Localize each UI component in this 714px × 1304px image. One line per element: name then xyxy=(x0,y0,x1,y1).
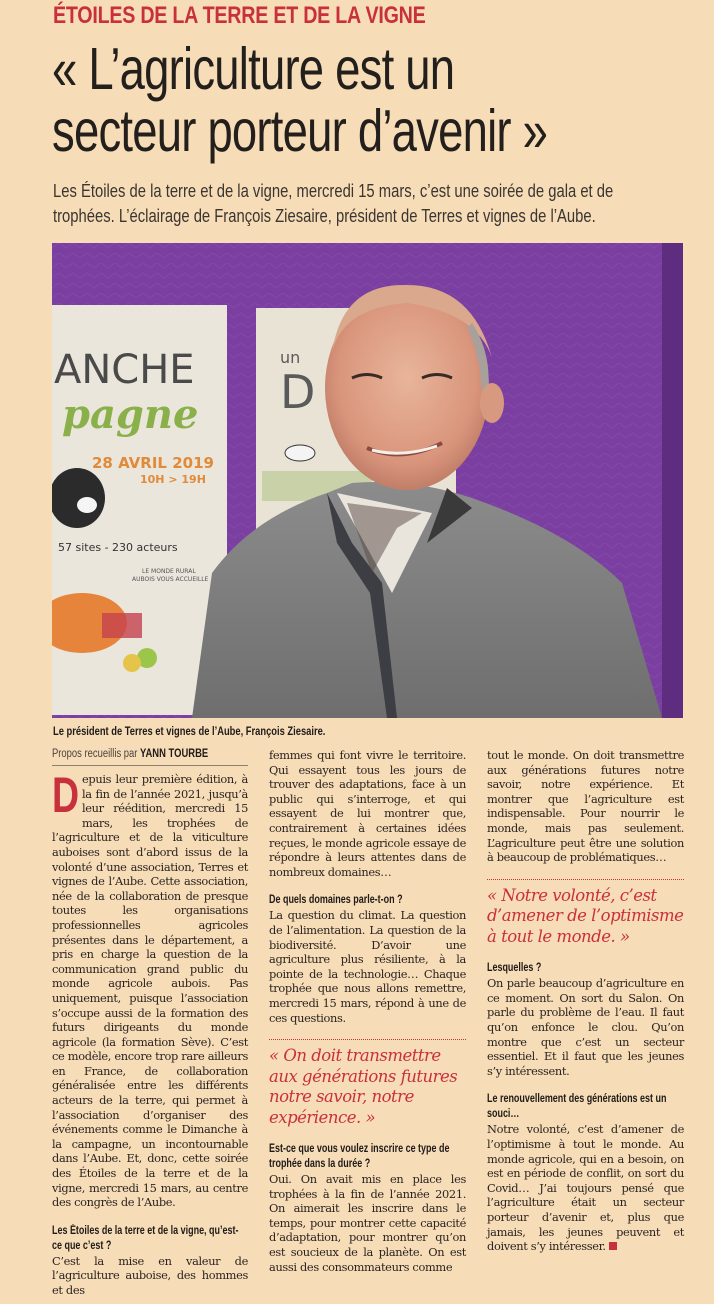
column-1 xyxy=(52,748,248,1298)
interview-question: Lesquelles ? xyxy=(487,962,542,975)
svg-text:AUBOIS VOUS ACCUEILLE: AUBOIS VOUS ACCUEILLE xyxy=(132,576,209,583)
end-of-article-mark-icon xyxy=(609,1242,617,1250)
interview-answer: C’est la mise en valeur de l’agriculture auboise, des hommes et des xyxy=(52,1253,248,1297)
portrait-photo xyxy=(52,243,683,718)
interview-answer: Oui. On avait mis en place les trophées à la fin de l’année 2021. On aimerait les inscrire dans le temps, pour montrer cette capacité d’adaptation, pour montrer qu’on est soucieux de la planète. On est aussi des consommateurs comme xyxy=(269,1172,466,1274)
interview-answer: On parle beaucoup d’agriculture en ce moment. On sort du Salon. On parle du problème de l’eau. Il faut qu’on enfonce le clou. Qu’on montre que c’est un secteur essentiel. Et il faut que les jeunes s’y intéressent. xyxy=(487,976,684,1078)
svg-text:10H > 19H: 10H > 19H xyxy=(140,473,206,486)
interview-answer: La question du climat. La question de l’alimentation. La question de la biodiversité. D’avoir une agriculture plus résiliente, à la pointe de la technologie… Chaque trophée que nous allons remettre, mercredi 15 mars, répond à une de ces questions. xyxy=(269,908,466,1025)
byline-divider xyxy=(52,765,248,766)
column-3 xyxy=(487,748,684,1254)
photo-caption: Le président de Terres et vignes de l’Aube, François Ziesaire. xyxy=(53,724,326,738)
svg-text:pagne: pagne xyxy=(62,391,199,438)
headline-line-2: secteur porteur d’avenir » xyxy=(52,98,548,164)
drop-cap: D xyxy=(52,767,79,823)
svg-text:un: un xyxy=(280,348,301,367)
byline-prefix: Propos recueillis par xyxy=(52,748,141,760)
byline-author: YANN TOURBE xyxy=(140,748,209,760)
intro-paragraph xyxy=(52,767,248,1210)
standfirst: Les Étoiles de la terre et de la vigne, mercredi 15 mars, c’est une soirée de gala et de trophées. L’éclairage de François Ziesaire, président de Terres et vignes de l’Aube. xyxy=(53,180,614,226)
svg-text:ANCHE: ANCHE xyxy=(54,347,195,393)
interview-answer-text: Notre volonté, c’est d’amener de l’optimisme à tout le monde. Au monde agricole, qui en a besoin, on est en période de conflit, on sort du Covid… J’ai toujours pensé que l’agriculture était un secteur porteur d’avenir et, plus que jamais, les jeunes peuvent et doivent s’y intéresser. xyxy=(487,1122,684,1254)
pull-quote: « Notre volonté, c’est d’amener de l’optimisme à tout le monde. » xyxy=(487,885,684,946)
interview-question: Le renouvellement des générations est un souci… xyxy=(487,1093,667,1121)
interview-question: De quels domaines parle-t-on ? xyxy=(269,894,403,907)
headline-line-1: « L’agriculture est un xyxy=(52,36,455,102)
pullquote-divider xyxy=(269,1039,466,1040)
headline xyxy=(52,38,714,162)
interview-answer: tout le monde. On doit transmettre aux générations futures notre savoir, notre expérience. Et montrer que l’agriculture est indispensable. Pour nourrir le monde, mais pas seulement. L’agriculture peut être une solution à beaucoup de problématiques… xyxy=(487,748,684,865)
pullquote-divider xyxy=(487,879,684,880)
interview-answer: femmes qui font vivre le territoire. Qui essayent tous les jours de trouver des adaptations, face à un public qui s’interroge, et qui essayent de lui montrer que, contrairement à certaines idées reçues, le monde agricole essaye de répondre à leurs attentes dans de nombreux domaines… xyxy=(269,748,466,879)
byline xyxy=(52,748,213,765)
column-2 xyxy=(269,748,466,1274)
svg-text:28 AVRIL 2019: 28 AVRIL 2019 xyxy=(92,454,214,472)
svg-text:D: D xyxy=(280,365,316,419)
interview-question: Est-ce que vous voulez inscrire ce type de trophée dans la durée ? xyxy=(269,1143,450,1171)
section-kicker: ÉTOILES DE LA TERRE ET DE LA VIGNE xyxy=(53,2,426,29)
final-answer xyxy=(487,1122,684,1253)
pull-quote: « On doit transmettre aux générations futures notre savoir, notre expérience. » xyxy=(269,1046,458,1127)
intro-text: epuis leur première édition, à la fin de l’année 2021, jusqu’à leur réédition, mercredi 15 mars, les trophées de l’agriculture et de la viticulture auboises sont d’abord issus de la volonté d’une association, Terres et vignes de l’Aube. Cette association, née de la collaboration de presque toutes les organisations professionnelles agricoles présentes dans le département, a pris en charge la question de la communication grand public du monde agricole aubois. Pas uniquement, puisque l’association s’occupe aussi de la formation des futurs dirigeants du monde agricole (la formation Sève). C’est ce modèle, encore trop rare ailleurs en France, de collaboration généralisée entre les différents acteurs de la terre, qui permet à l’association d’organiser des événements comme le Dimanche à la campagne, un incontournable dans l’Aube. Et, donc, cette soirée des Étoiles de la terre et de la vigne, mercredi 15 mars, au centre des congrès de l’Aube. xyxy=(52,772,248,1210)
interview-question: Les Étoiles de la terre et de la vigne, qu’est-ce que c’est ? xyxy=(52,1224,239,1252)
svg-text:57 sites - 230 acteurs: 57 sites - 230 acteurs xyxy=(58,541,178,554)
svg-text:LE MONDE RURAL: LE MONDE RURAL xyxy=(142,568,196,575)
